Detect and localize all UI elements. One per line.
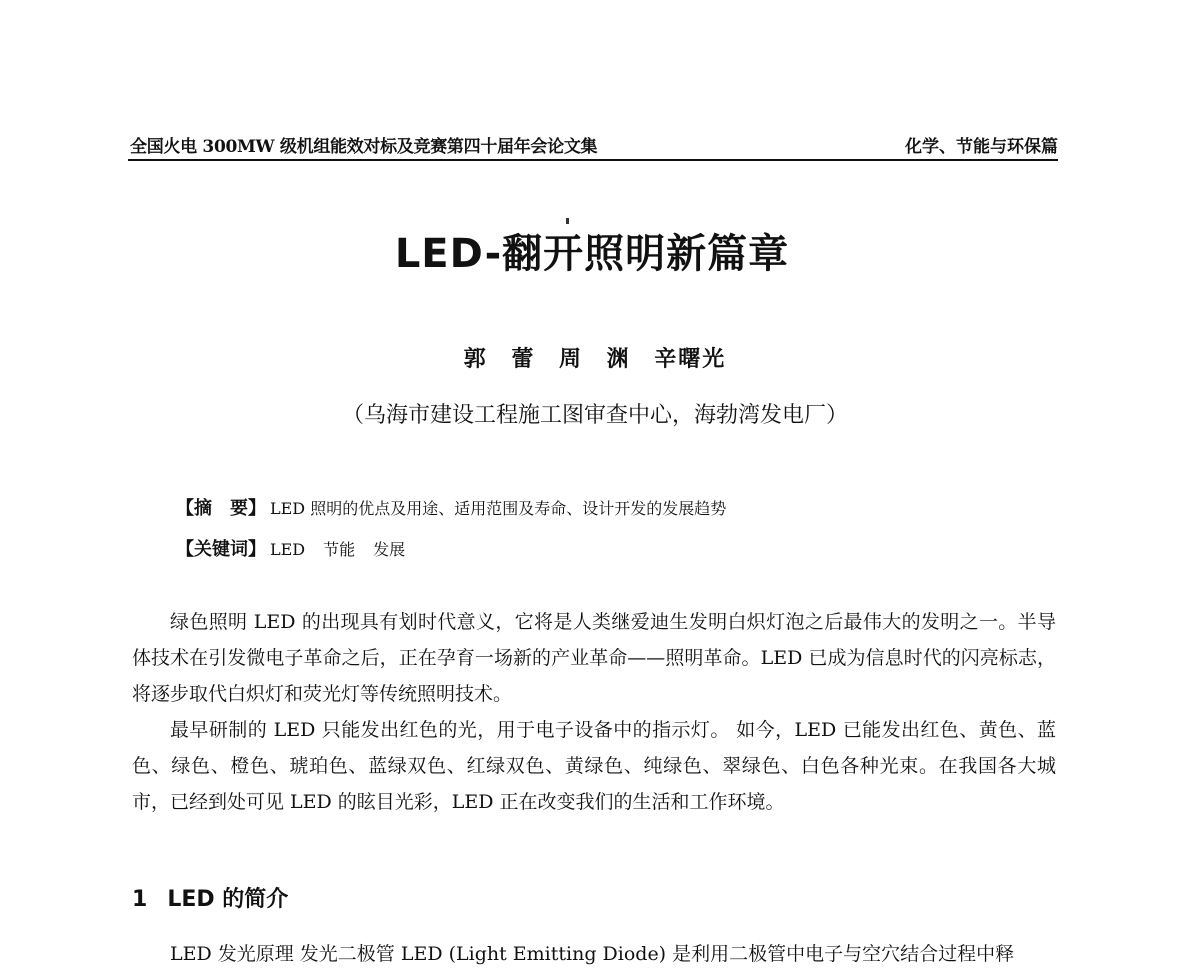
keyword-item: LED (270, 540, 306, 559)
running-header (130, 132, 1058, 158)
abstract-line (176, 494, 726, 520)
header-collection-title: 全国火电 300MW 级机组能效对标及竞赛第四十届年会论文集 (130, 137, 598, 157)
cutoff-paragraph-line (132, 938, 1056, 965)
paper-authors: 郭 蕾 周 渊 辛曙光 (463, 346, 727, 372)
body-paragraph: 绿色照明 LED 的出现具有划时代意义，它将是人类继爱迪生发明白炽灯泡之后最伟大的发明之一。半导体技术在引发微电子革命之后，正在孕育一场新的产业革命——照明革命。LED 已成为信息时代的闪亮标志，将逐步取代白炽灯和荧光灯等传统照明技术。 (132, 611, 1056, 705)
keyword-item: 发展 (373, 540, 406, 559)
body-paragraph: 最早研制的 LED 只能发出红色的光，用于电子设备中的指示灯。 如今，LED 已能发出红色、黄色、蓝色、绿色、橙色、琥珀色、蓝绿双色、红绿双色、黄绿色、纯绿色、翠绿色、白色各种光束。在我国各大城市，已经到处可见 LED 的眩目光彩，LED 正在改变我们的生活和工作环境。 (132, 719, 1056, 813)
body-paragraphs (132, 604, 1056, 820)
section-number: 1 (132, 887, 148, 912)
section-title: LED 的简介 (167, 887, 289, 912)
header-section-name: 化学、节能与环保篇 (905, 137, 1058, 157)
keywords-label: 【关键词】 (176, 539, 266, 560)
keyword-item: 节能 (323, 540, 356, 559)
keywords-list (270, 540, 423, 559)
cutoff-paragraph-text: LED 发光原理 发光二极管 LED (Light Emitting Diode) 是利用二极管中电子与空穴结合过程中释 (170, 943, 1015, 965)
paper-affiliation: （乌海市建设工程施工图审查中心，海勃湾发电厂） (341, 403, 848, 428)
abstract-label: 【摘 要】 (176, 498, 266, 519)
header-divider (128, 159, 1058, 161)
paper-title: LED-翻开照明新篇章 (394, 231, 790, 277)
abstract-text: LED 照明的优点及用途、适用范围及寿命、设计开发的发展趋势 (270, 499, 727, 518)
section-heading (132, 882, 288, 913)
keywords-line (176, 535, 423, 561)
